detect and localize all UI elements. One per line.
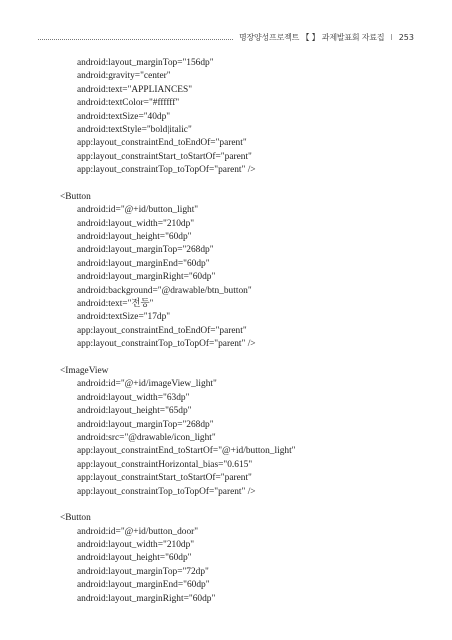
code-line: app:layout_constraintStart_toStartOf="parent" — [77, 151, 252, 162]
code-line: android:layout_marginTop="268dp" — [77, 245, 214, 256]
page-number: 253 — [398, 32, 414, 42]
code-line: android:gravity="center" — [77, 71, 171, 82]
code-line: <ImageView — [60, 365, 109, 376]
code-line: android:text="전등" — [77, 299, 154, 310]
code-line: app:layout_constraintEnd_toEndOf="parent" — [77, 325, 247, 336]
blank-line — [0, 178, 452, 191]
code-line: android:textSize="40dp" — [77, 111, 171, 122]
code-line: android:id="@+id/imageView_light" — [77, 379, 217, 390]
header-separator: I — [390, 32, 393, 42]
code-line: app:layout_constraintHorizontal_bias="0.615" — [77, 459, 253, 470]
code-line: app:layout_constraintStart_toStartOf="parent" — [77, 473, 252, 484]
code-line: app:layout_constraintTop_toTopOf="parent" /> — [77, 486, 256, 497]
code-line: android:textStyle="bold|italic" — [77, 124, 192, 135]
code-line: android:layout_marginEnd="60dp" — [77, 580, 210, 591]
code-line: android:layout_marginTop="72dp" — [77, 566, 209, 577]
code-line: android:background="@drawable/btn_button" — [77, 285, 252, 296]
code-line: android:id="@+id/button_door" — [77, 526, 199, 537]
blank-line — [0, 499, 452, 512]
code-line: app:layout_constraintTop_toTopOf="parent" /> — [77, 339, 256, 350]
blank-line — [0, 352, 452, 365]
code-line: app:layout_constraintTop_toTopOf="parent" /> — [77, 165, 256, 176]
running-header — [38, 30, 414, 44]
code-line: app:layout_constraintEnd_toStartOf="@+id/button_light" — [77, 446, 296, 457]
code-line: android:textSize="17dp" — [77, 312, 171, 323]
code-line: app:layout_constraintEnd_toEndOf="parent" — [77, 138, 247, 149]
code-line: android:layout_height="60dp" — [77, 232, 192, 243]
code-line: android:layout_height="65dp" — [77, 406, 192, 417]
code-line: android:layout_marginRight="60dp" — [77, 593, 216, 604]
code-line: <Button — [60, 513, 91, 524]
dotted-leader — [38, 39, 233, 40]
code-line: android:layout_marginTop="268dp" — [77, 419, 214, 430]
code-line: android:text="APPLIANCES" — [77, 84, 193, 95]
code-line: <Button — [60, 191, 91, 202]
code-line: android:layout_height="60dp" — [77, 553, 192, 564]
code-line: android:layout_marginEnd="60dp" — [77, 258, 210, 269]
code-line: android:layout_marginTop="156dp" — [77, 58, 214, 68]
code-listing — [0, 57, 452, 606]
code-line: android:textColor="#ffffff" — [77, 98, 180, 109]
header-title: 명장양성프로젝트 【 】 과제발표회 자료집 — [238, 32, 385, 42]
code-line: android:layout_marginRight="60dp" — [77, 272, 216, 283]
code-line: android:layout_width="210dp" — [77, 218, 195, 229]
code-line: android:src="@drawable/icon_light" — [77, 432, 216, 443]
code-line: android:layout_width="63dp" — [77, 392, 190, 403]
code-line: android:layout_width="210dp" — [77, 540, 195, 551]
code-line: android:id="@+id/button_light" — [77, 205, 199, 216]
